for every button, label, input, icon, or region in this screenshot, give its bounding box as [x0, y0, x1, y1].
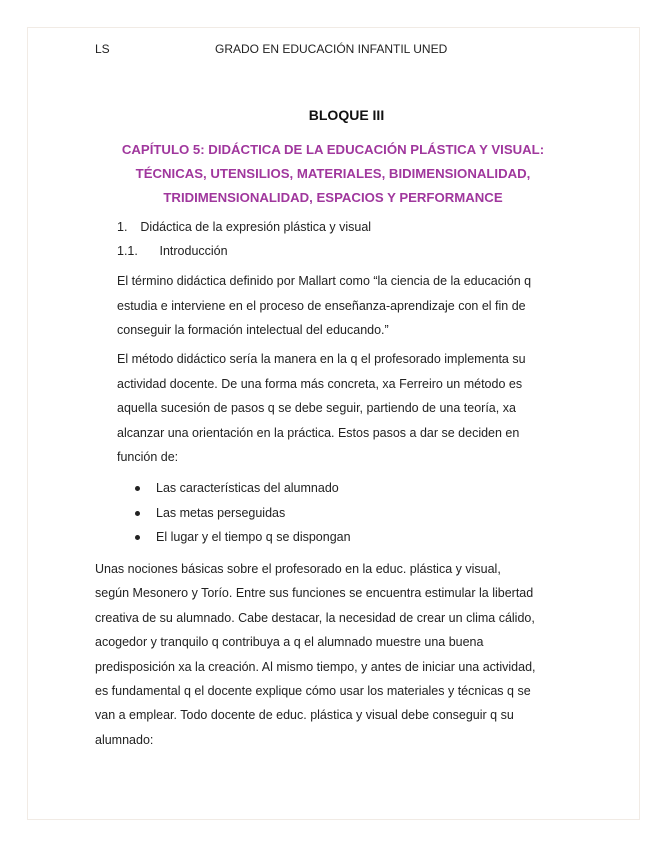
- chapter-title-line: TRIDIMENSIONALIDAD, ESPACIOS Y PERFORMANCE: [163, 190, 503, 205]
- paragraph-method: [117, 347, 526, 470]
- text-line: alcanzar una orientación en la práctica. Estos pasos a dar se deciden en: [117, 425, 520, 440]
- header-course: GRADO EN EDUCACIÓN INFANTIL UNED: [215, 42, 448, 56]
- section-title: Didáctica de la expresión plástica y visual: [140, 220, 372, 234]
- subsection-heading: [117, 244, 228, 258]
- bullet-icon: [135, 486, 140, 491]
- paragraph-teacher: [95, 557, 536, 752]
- list-item-text: Las características del alumnado: [156, 481, 339, 495]
- text-line: según Mesonero y Torío. Entre sus funciones se encuentra estimular la libertad: [95, 586, 534, 601]
- list-item-text: Las metas perseguidas: [156, 505, 286, 520]
- text-line: alumnado:: [95, 732, 154, 747]
- section-number: 1.1.: [117, 244, 138, 258]
- text-line: es fundamental q el docente explique cómo usar los materiales y técnicas q se: [95, 684, 531, 699]
- section-heading: [117, 220, 371, 234]
- text-line: conseguir la formación intelectual del educando.”: [117, 323, 389, 338]
- header-initials: LS: [95, 42, 110, 56]
- text-line: actividad docente. De una forma más concreta, xa Ferreiro un método es: [117, 376, 523, 391]
- chapter-title: [100, 138, 566, 210]
- chapter-title-line: CAPÍTULO 5: DIDÁCTICA DE LA EDUCACIÓN PLÁSTICA Y VISUAL:: [121, 142, 545, 157]
- text-line: El método didáctico sería la manera en la q el profesorado implementa su: [117, 352, 526, 366]
- bullet-icon: [135, 535, 140, 540]
- text-line: creativa de su alumnado. Cabe destacar, la necesidad de crear un clima cálido,: [95, 610, 535, 625]
- list-item: [135, 525, 351, 550]
- list-item-text: El lugar y el tiempo q se dispongan: [156, 530, 351, 544]
- list-item: [135, 476, 351, 501]
- text-line: predisposición xa la creación. Al mismo tiempo, y antes de iniciar una actividad,: [95, 659, 536, 674]
- block-title: BLOQUE III: [308, 107, 385, 123]
- text-line: aquella sucesión de pasos q se debe seguir, partiendo de una teoría, xa: [117, 401, 516, 416]
- chapter-title-line: TÉCNICAS, UTENSILIOS, MATERIALES, BIDIMENSIONALIDAD,: [135, 166, 531, 181]
- list-item: [135, 501, 351, 526]
- section-number: 1.: [117, 220, 128, 234]
- text-line: acogedor y tranquilo q contribuya a q el alumnado muestre una buena: [95, 635, 484, 650]
- section-title: Introducción: [159, 244, 228, 258]
- text-line: El término didáctica definido por Mallart como “la ciencia de la educación q: [117, 274, 532, 288]
- text-line: van a emplear. Todo docente de educ. plástica y visual debe conseguir q su: [95, 708, 514, 723]
- text-line: estudia e interviene en el proceso de enseñanza-aprendizaje con el fin de: [117, 298, 526, 313]
- paragraph-definition: [117, 269, 531, 343]
- bullet-list: [135, 476, 351, 550]
- text-line: función de:: [117, 450, 179, 465]
- bullet-icon: [135, 511, 140, 516]
- text-line: Unas nociones básicas sobre el profesorado en la educ. plástica y visual,: [95, 562, 501, 576]
